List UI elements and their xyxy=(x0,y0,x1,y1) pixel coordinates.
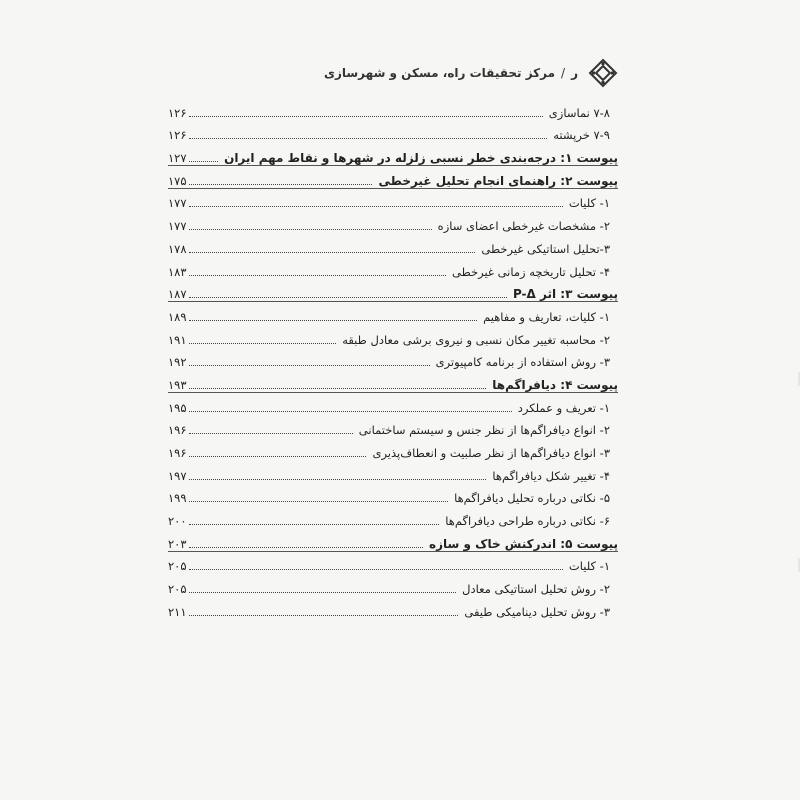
toc-entry-title: ۵- نکاتی درباره تحلیل دیافراگم‌ها xyxy=(454,491,610,506)
toc-item-row xyxy=(168,416,618,439)
toc-item-row xyxy=(168,257,618,280)
toc-item-row xyxy=(168,121,618,144)
organization-logo-icon xyxy=(588,58,618,88)
organization-name: مرکز تحقیقات راه، مسکن و شهرسازی xyxy=(323,66,556,80)
toc-page-number: ۱۷۸ xyxy=(168,241,187,256)
toc-item-row xyxy=(168,189,618,212)
toc-entry-title: ۳- روش تحلیل دینامیکی طیفی xyxy=(464,604,610,619)
toc-item-row xyxy=(168,348,618,371)
toc-section-row xyxy=(168,143,618,166)
dot-leader xyxy=(189,456,367,457)
table-of-contents xyxy=(168,98,618,620)
toc-entry-title: ۲- محاسبه تغییر مکان نسبی و نیروی برشی معادل طبقه xyxy=(342,332,610,347)
dot-leader xyxy=(189,138,548,139)
dot-leader xyxy=(189,229,432,230)
toc-entry-title: ۱- تعریف و عملکرد xyxy=(517,400,610,415)
toc-page-number: ۱۹۲ xyxy=(168,355,187,370)
toc-item-row xyxy=(168,438,618,461)
toc-section-row xyxy=(168,166,618,189)
toc-page-number: ۱۹۶ xyxy=(168,446,187,460)
toc-entry-title: پیوست ۳: اثر P-Δ xyxy=(512,287,618,302)
toc-page-number: ۱۹۵ xyxy=(168,400,187,415)
toc-item-row xyxy=(168,484,618,507)
dot-leader xyxy=(189,297,507,298)
toc-page-number: ۲۰۳ xyxy=(168,536,187,551)
toc-page-number: ۱۷۷ xyxy=(168,219,187,234)
page-header xyxy=(324,58,618,88)
toc-entry-title: پیوست ۵: اندرکنش خاک و سازه xyxy=(429,536,618,551)
toc-entry-title: ۲- روش تحلیل استاتیکی معادل xyxy=(462,582,610,597)
dot-leader xyxy=(189,184,373,185)
dot-leader xyxy=(189,524,440,525)
dot-leader xyxy=(189,547,424,548)
dot-leader xyxy=(189,252,476,253)
toc-entry-title: ۴- تحلیل تاریخچه زمانی غیرخطی xyxy=(451,264,610,279)
dot-leader xyxy=(189,275,446,276)
toc-page-number: ۱۸۷ xyxy=(168,287,187,302)
toc-page-number: ۱۷۷ xyxy=(168,196,187,211)
dot-leader xyxy=(189,320,478,321)
toc-page-number: ۲۱۱ xyxy=(168,604,187,619)
toc-item-row xyxy=(168,461,618,484)
toc-section-row xyxy=(168,370,618,393)
toc-entry-title: ۱- کلیات xyxy=(568,196,610,211)
toc-item-row xyxy=(168,234,618,257)
toc-entry-title: ۳-تحلیل استاتیکی غیرخطی xyxy=(481,241,610,256)
toc-page-number: ۱۹۷ xyxy=(168,468,187,483)
dot-leader xyxy=(189,411,512,412)
dot-leader xyxy=(189,569,563,570)
toc-page-number: ۱۹۱ xyxy=(168,332,187,347)
header-text: ر/مرکز تحقیقات راه، مسکن و شهرسازی xyxy=(323,66,578,80)
dot-leader xyxy=(189,161,219,162)
toc-entry-title: ۷-۸ نماسازی xyxy=(548,105,610,120)
toc-item-row xyxy=(168,98,618,121)
toc-page-number: ۱۲۶ xyxy=(168,128,187,143)
dot-leader xyxy=(189,615,459,616)
toc-entry-title: ۳- انواع دیافراگم‌ها از نظر صلبیت و انعطاف‌پذیری xyxy=(372,446,610,460)
toc-entry-title: پیوست ۱: درجه‌بندی خطر نسبی زلزله در شهرها و نقاط مهم ایران xyxy=(224,151,618,166)
toc-entry-title: ۱- کلیات، تعاریف و مفاهیم xyxy=(483,309,610,324)
toc-entry-title: پیوست ۴: دیافراگم‌ها xyxy=(492,377,618,392)
toc-page-number: ۱۹۹ xyxy=(168,491,187,506)
toc-item-row xyxy=(168,574,618,597)
toc-section-row xyxy=(168,280,618,303)
toc-entry-title: پیوست ۲: راهنمای انجام تحلیل غیرخطی xyxy=(378,173,618,188)
toc-page-number: ۲۰۵ xyxy=(168,559,187,574)
toc-page-number: ۱۷۵ xyxy=(168,173,187,188)
toc-item-row xyxy=(168,325,618,348)
toc-entry-title: ۷-۹ خرپشته xyxy=(553,128,610,143)
toc-entry-title: ۳- روش استفاده از برنامه کامپیوتری xyxy=(435,355,610,370)
dot-leader xyxy=(189,501,449,502)
dot-leader xyxy=(189,365,430,366)
toc-item-row xyxy=(168,211,618,234)
toc-page-number: ۱۲۷ xyxy=(168,151,187,166)
toc-item-row xyxy=(168,393,618,416)
toc-entry-title: ۶- نکاتی درباره طراحی دیافراگم‌ها xyxy=(445,514,610,529)
dot-leader xyxy=(189,206,563,207)
toc-entry-title: ۴- تغییر شکل دیافراگم‌ها xyxy=(492,468,610,483)
toc-section-row xyxy=(168,529,618,552)
dot-leader xyxy=(189,479,487,480)
toc-page-number: ۱۲۶ xyxy=(168,105,187,120)
toc-item-row xyxy=(168,552,618,575)
toc-page-number: ۱۸۹ xyxy=(168,309,187,324)
dot-leader xyxy=(189,116,543,117)
toc-page-number: ۱۸۳ xyxy=(168,264,187,279)
toc-page-number: ۱۹۳ xyxy=(168,377,187,392)
toc-entry-title: ۲- انواع دیافراگم‌ها از نظر جنس و سیستم ساختمانی xyxy=(358,423,610,438)
toc-page-number: ۲۰۰ xyxy=(168,514,187,529)
dot-leader xyxy=(189,343,337,344)
dot-leader xyxy=(189,592,457,593)
toc-item-row xyxy=(168,597,618,620)
dot-leader xyxy=(189,388,487,389)
toc-page-number: ۲۰۵ xyxy=(168,582,187,597)
dot-leader xyxy=(189,433,353,434)
toc-item-row xyxy=(168,302,618,325)
toc-page-number: ۱۹۶ xyxy=(168,423,187,438)
toc-entry-title: ۲- مشخصات غیرخطی اعضای سازه xyxy=(437,219,610,234)
toc-entry-title: ۱- کلیات xyxy=(568,559,610,574)
page-letter: ر xyxy=(571,66,578,80)
toc-item-row xyxy=(168,506,618,529)
